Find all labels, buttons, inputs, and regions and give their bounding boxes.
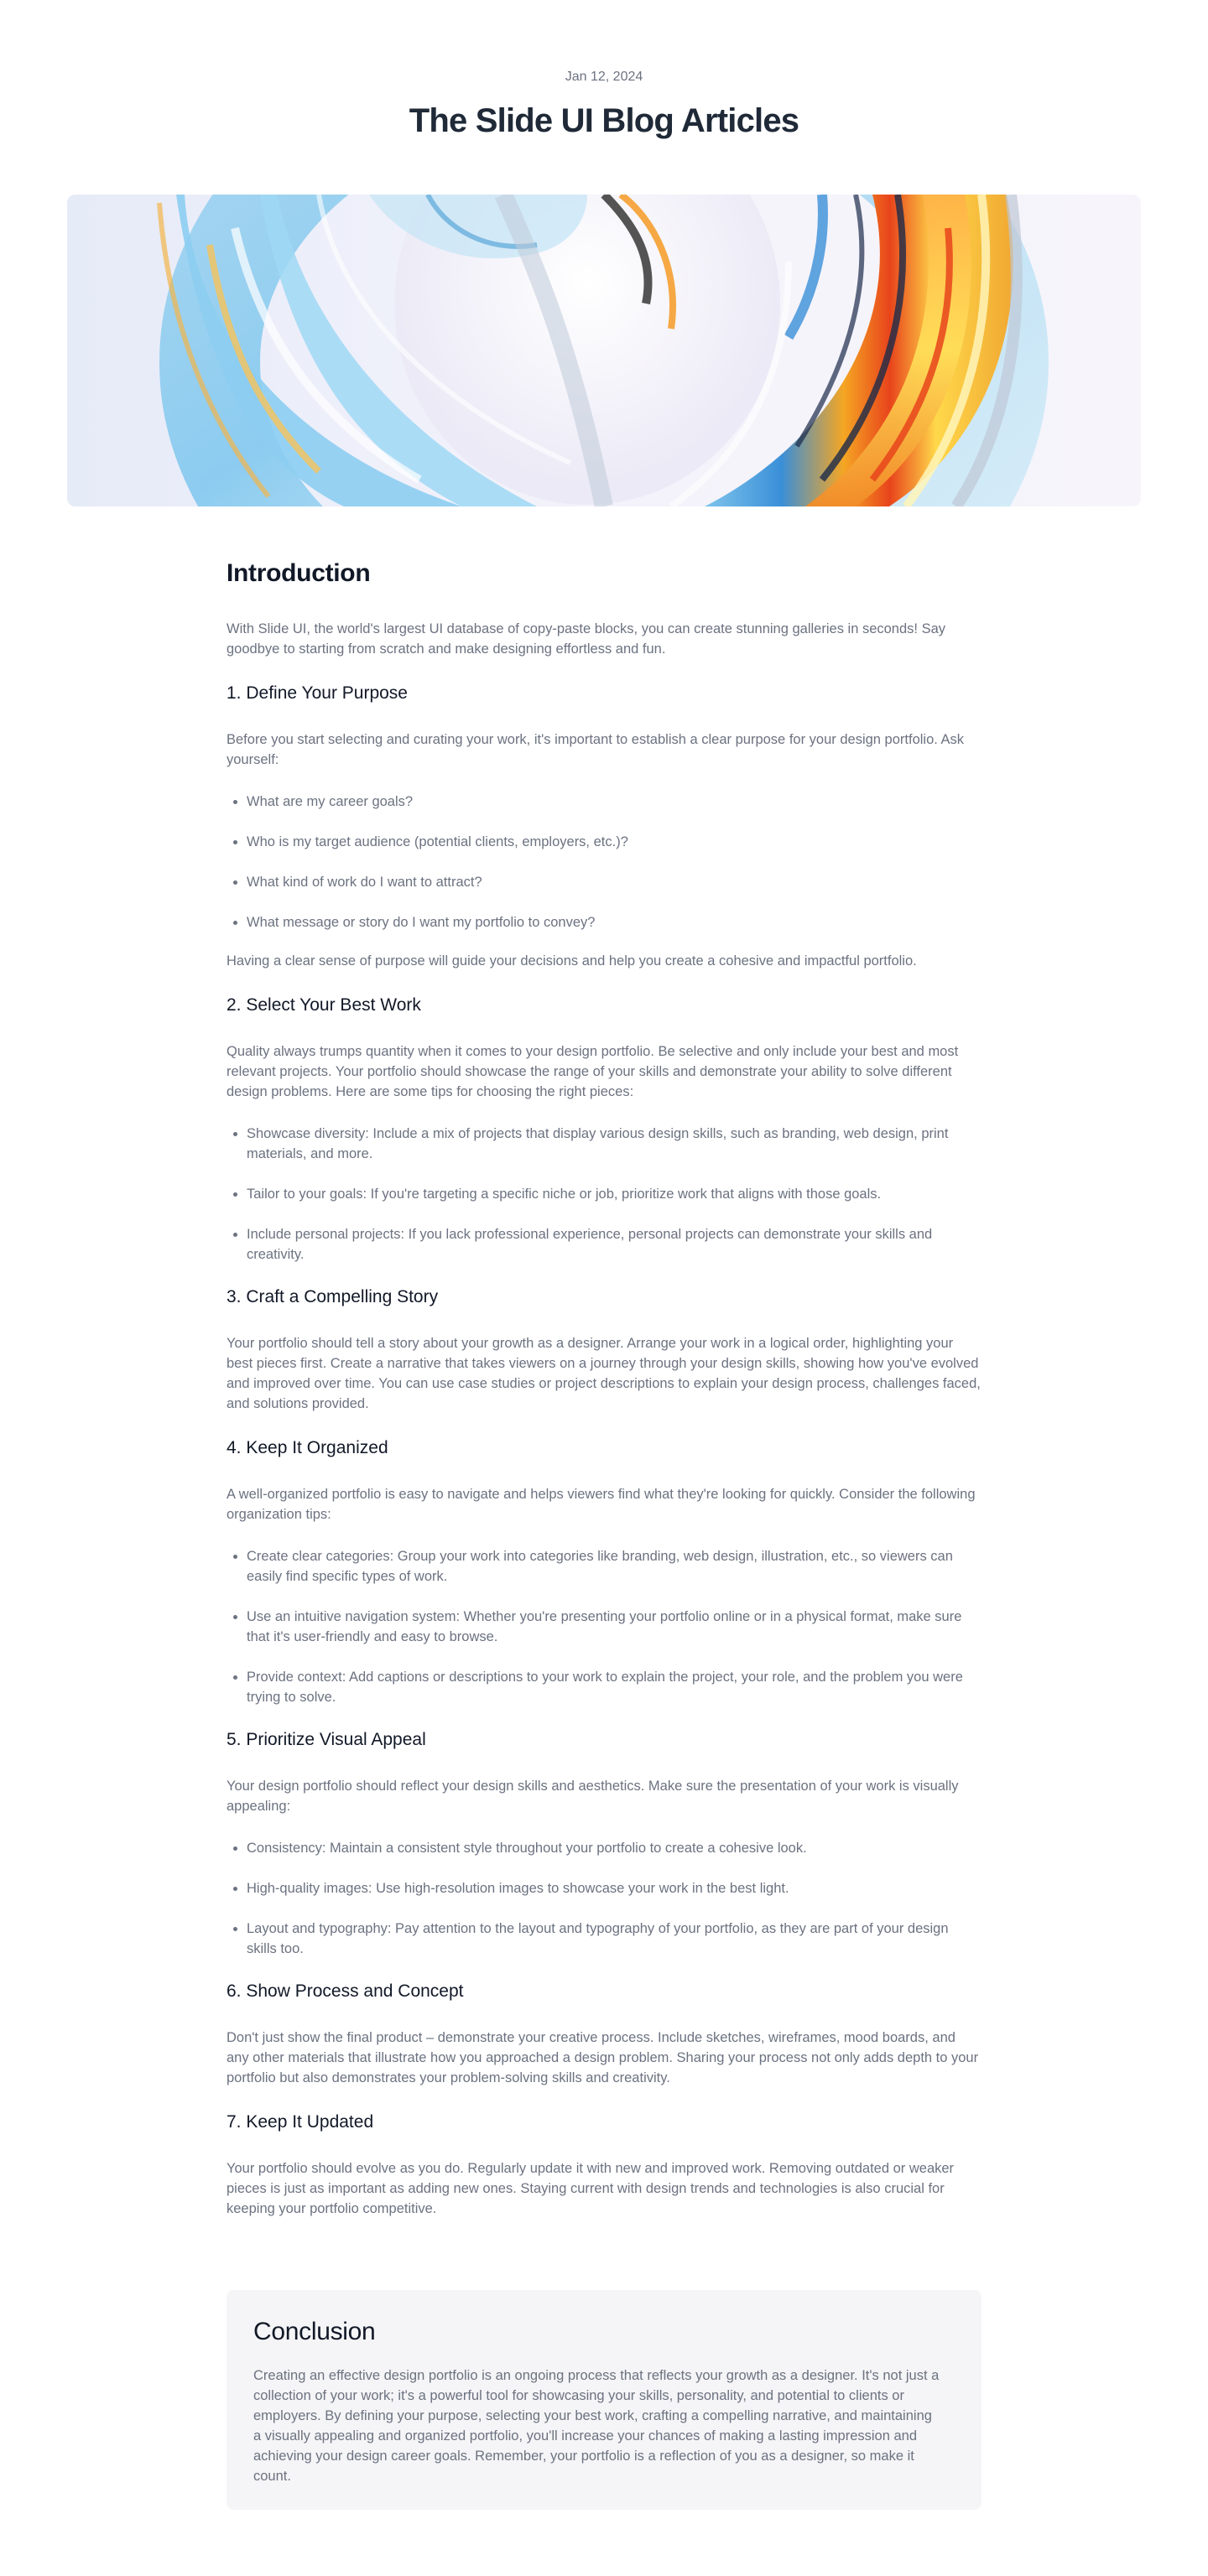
section-text: Quality always trumps quantity when it comes to your design portfolio. Be selective and only include your best and most relevant projects. Your portfolio should showcase the range of your skills and demonstrate your ability to solve different design problems. Here are some tips for choosing the right pieces: [226, 1044, 959, 1099]
conclusion-heading: Conclusion [253, 2318, 376, 2345]
section-list [226, 792, 982, 932]
list-item: What kind of work do I want to attract? [226, 872, 982, 892]
section-text: Before you start selecting and curating your work, it's important to establish a clear purpose for your design portfolio. Ask yourself: [226, 732, 965, 767]
page-title: The Slide UI Blog Articles [409, 102, 799, 139]
section-heading: 1. Define Your Purpose [226, 683, 408, 703]
section-summary: Having a clear sense of purpose will guide your decisions and help you create a cohesive and impactful portfolio. [226, 953, 917, 969]
section-text: Your portfolio should evolve as you do. Regularly update it with new and improved work. Removing outdated or weaker pieces is just as important as adding new ones. Staying current with design trends and technologies is also crucial for keeping your portfolio competitive. [226, 2161, 955, 2216]
list-item: What message or story do I want my portfolio to convey? [226, 912, 982, 932]
list-item: Layout and typography: Pay attention to the layout and typography of your portfolio, as they are part of your design skills too. [226, 1919, 982, 1959]
list-item: What are my career goals? [226, 792, 982, 812]
section-heading: 3. Craft a Compelling Story [226, 1287, 439, 1306]
conclusion-card [226, 2290, 982, 2510]
conclusion-text: Creating an effective design portfolio is an ongoing process that reflects your growth as a designer. It's not just a collection of your work; it's a powerful tool for showcasing your skills, personality, and potential to clients or employers. By defining your purpose, selecting your best work, crafting a compelling narrative, and maintaining a visually appealing and organized portfolio, you'll increase your chances of making a lasting impression and achieving your design career goals. Remember, your portfolio is a reflection of you as a designer, so make it count. [253, 2368, 940, 2484]
glass-ring-illustration [67, 195, 1141, 506]
section-list [226, 1838, 982, 1959]
intro-heading: Introduction [226, 559, 371, 587]
hero-image [67, 195, 1141, 506]
section-text: A well-organized portfolio is easy to navigate and helps viewers find what they're looking for quickly. Consider the following organization tips: [226, 1487, 976, 1522]
section-text: Your design portfolio should reflect your design skills and aesthetics. Make sure the presentation of your work is visually appealing: [226, 1779, 959, 1814]
section-list [226, 1546, 982, 1707]
article-body [226, 557, 982, 2219]
section-text: Don't just show the final product – demonstrate your creative process. Include sketches, wireframes, mood boards, and any other materials that illustrate how you approached a design problem. Sharing your process not only adds depth to your portfolio but also demonstrates your problem-solving skills and creativity. [226, 2030, 979, 2085]
list-item: High-quality images: Use high-resolution images to showcase your work in the best light. [226, 1878, 982, 1898]
list-item: Who is my target audience (potential clients, employers, etc.)? [226, 832, 982, 852]
list-item: Create clear categories: Group your work into categories like branding, web design, illustration, etc., so viewers can easily find specific types of work. [226, 1546, 982, 1587]
list-item: Showcase diversity: Include a mix of projects that display various design skills, such as branding, web design, print materials, and more. [226, 1124, 982, 1164]
section-heading: 5. Prioritize Visual Appeal [226, 1730, 426, 1749]
list-item: Consistency: Maintain a consistent style throughout your portfolio to create a cohesive look. [226, 1838, 982, 1858]
section-heading: 6. Show Process and Concept [226, 1981, 464, 2001]
list-item: Use an intuitive navigation system: Whether you're presenting your portfolio online or in a physical format, make sure that it's user-friendly and easy to browse. [226, 1607, 982, 1647]
article-date: Jan 12, 2024 [565, 70, 643, 84]
list-item: Include personal projects: If you lack professional experience, personal projects can demonstrate your skills and creativity. [226, 1224, 982, 1265]
section-heading: 7. Keep It Updated [226, 2112, 374, 2132]
section-heading: 4. Keep It Organized [226, 1438, 388, 1457]
list-item: Tailor to your goals: If you're targeting a specific niche or job, prioritize work that aligns with those goals. [226, 1184, 982, 1204]
section-heading: 2. Select Your Best Work [226, 995, 421, 1015]
list-item: Provide context: Add captions or descriptions to your work to explain the project, your role, and the problem you were trying to solve. [226, 1667, 982, 1707]
section-list [226, 1124, 982, 1265]
intro-text: With Slide UI, the world's largest UI database of copy-paste blocks, you can create stunning galleries in seconds! Say goodbye to starting from scratch and make designing effortless and fun. [226, 621, 946, 657]
section-text: Your portfolio should tell a story about your growth as a designer. Arrange your work in a logical order, highlighting your best pieces first. Create a narrative that takes viewers on a journey through your design skills, showing how you've evolved and improved over time. You can use case studies or project descriptions to explain your design process, challenges faced, and solutions provided. [226, 1336, 981, 1411]
